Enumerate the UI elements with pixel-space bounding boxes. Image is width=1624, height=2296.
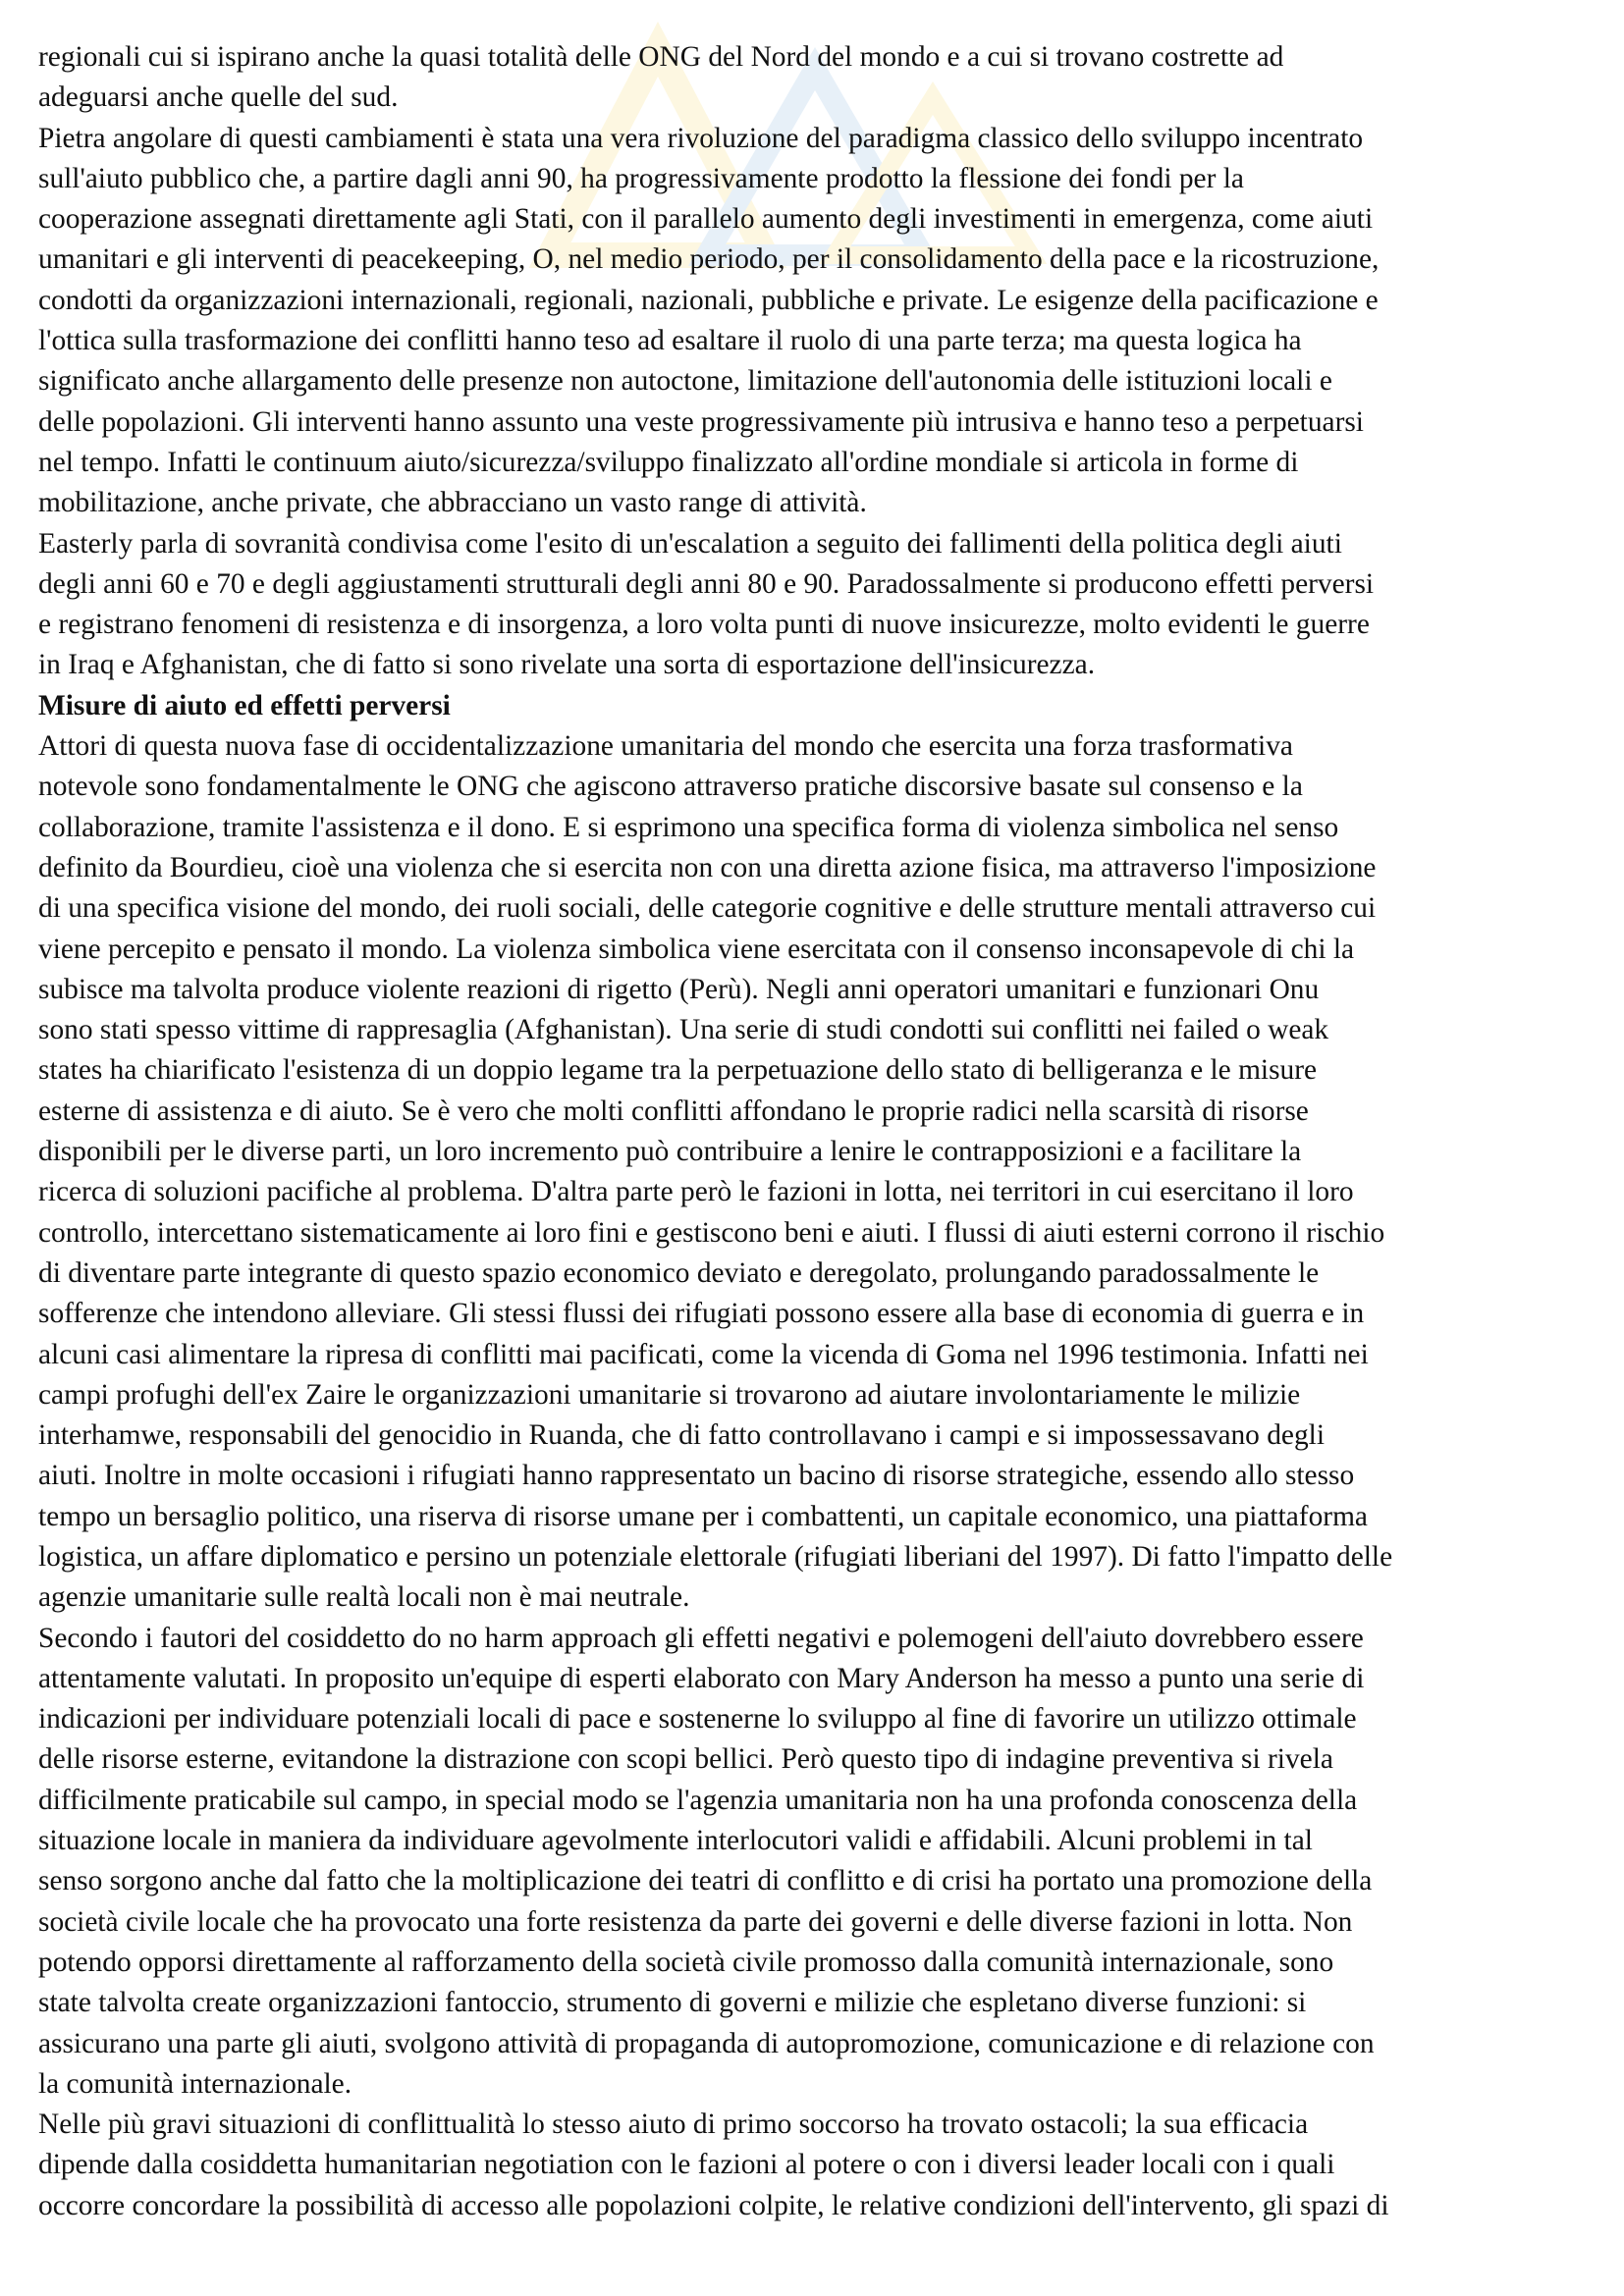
- text-line: ricerca di soluzioni pacifiche al problema. D'altra parte però le fazioni in lotta, nei territori in cui esercitano il loro: [38, 1176, 1354, 1208]
- text-line: tempo un bersaglio politico, una riserva di risorse umane per i combattenti, un capitale economico, una piattaforma: [38, 1500, 1368, 1532]
- text-line: regionali cui si ispirano anche la quasi totalità delle ONG del Nord del mondo e a cui si trovano costrette ad: [38, 41, 1284, 73]
- text-line: viene percepito e pensato il mondo. La violenza simbolica viene esercitata con il consenso inconsapevole di chi la: [38, 933, 1355, 965]
- text-line: definito da Bourdieu, cioè una violenza che si esercita non con una diretta azione fisica, ma attraverso l'imposizione: [38, 851, 1377, 883]
- text-line: condotti da organizzazioni internazionali, regionali, nazionali, pubbliche e private. Le esigenze della pacificazione e: [38, 284, 1379, 316]
- text-line: Nelle più gravi situazioni di conflittualità lo stesso aiuto di primo soccorso ha trovato ostacoli; la sua efficacia: [38, 2109, 1309, 2141]
- text-line: alcuni casi alimentare la ripresa di conflitti mai pacificati, come la vicenda di Goma nel 1996 testimonia. Infatti nei: [38, 1338, 1369, 1370]
- text-line: delle risorse esterne, evitandone la distrazione con scopi bellici. Però questo tipo di indagine preventiva si rivela: [38, 1743, 1333, 1776]
- text-line: e registrano fenomeni di resistenza e di insorgenza, a loro volta punti di nuove insicurezze, molto evidenti le guerre: [38, 609, 1370, 641]
- text-line: aiuti. Inoltre in molte occasioni i rifugiati hanno rappresentato un bacino di risorse strategiche, essendo allo stesso: [38, 1460, 1355, 1492]
- text-line: di diventare parte integrante di questo spazio economico deviato e deregolato, prolungando paradossalmente le: [38, 1256, 1320, 1289]
- section-heading: Misure di aiuto ed effetti perversi: [38, 689, 451, 721]
- text-line: nel tempo. Infatti le continuum aiuto/sicurezza/sviluppo finalizzato all'ordine mondiale si articola in forme di: [38, 446, 1299, 478]
- text-line: states ha chiarificato l'esistenza di un doppio legame tra la perpetuazione dello stato di belligeranza e le misure: [38, 1054, 1318, 1087]
- text-line: controllo, intercettano sistematicamente ai loro fini e gestiscono beni e aiuti. I flussi di aiuti esterni corrono il rischio: [38, 1216, 1385, 1249]
- text-line: in Iraq e Afghanistan, che di fatto si sono rivelate una sorta di esportazione dell'insicurezza.: [38, 649, 1096, 681]
- text-line: occorre concordare la possibilità di accesso alle popolazioni colpite, le relative condizioni dell'intervento, gli spazi di: [38, 2189, 1389, 2221]
- text-line: l'ottica sulla trasformazione dei conflitti hanno teso ad esaltare il ruolo di una parte terza; ma questa logica ha: [38, 325, 1302, 357]
- text-line: degli anni 60 e 70 e degli aggiustamenti strutturali degli anni 80 e 90. Paradossalmente si producono effetti perversi: [38, 567, 1375, 600]
- text-line: situazione locale in maniera da individuare agevolmente interlocutori validi e affidabili. Alcuni problemi in tal: [38, 1825, 1313, 1857]
- text-line: umanitari e gli interventi di peacekeeping, O, nel medio periodo, per il consolidamento della pace e la ricostruzione,: [38, 243, 1380, 276]
- text-line: agenzie umanitarie sulle realtà locali non è mai neutrale.: [38, 1581, 690, 1614]
- text-line: significato anche allargamento delle presenze non autoctone, limitazione dell'autonomia delle istituzioni locali e: [38, 365, 1332, 398]
- text-line: sofferenze che intendono alleviare. Gli stessi flussi dei rifugiati possono essere alla base di economia di guerra e in: [38, 1298, 1365, 1330]
- document-body: [38, 37, 1588, 2226]
- text-line: assicurano una parte gli aiuti, svolgono attività di propaganda di autopromozione, comunicazione e di relazione con: [38, 2027, 1375, 2059]
- text-line: campi profughi dell'ex Zaire le organizzazioni umanitarie si trovarono ad aiutare involontariamente le milizie: [38, 1378, 1301, 1411]
- text-line: difficilmente praticabile sul campo, in special modo se l'agenzia umanitaria non ha una profonda conoscenza della: [38, 1784, 1358, 1816]
- text-line: logistica, un affare diplomatico e persino un potenziale elettorale (rifugiati liberiani del 1997). Di fatto l'impatto delle: [38, 1540, 1393, 1573]
- text-line: collaborazione, tramite l'assistenza e il dono. E si esprimono una specifica forma di violenza simbolica nel senso: [38, 811, 1339, 843]
- text-line: state talvolta create organizzazioni fantoccio, strumento di governi e milizie che espletano diverse funzioni: si: [38, 1987, 1307, 2019]
- text-line: potendo opporsi direttamente al rafforzamento della società civile promosso dalla comunità internazionale, sono: [38, 1946, 1334, 1978]
- text-line: sull'aiuto pubblico che, a partire dagli anni 90, ha progressivamente prodotto la flessione dei fondi per la: [38, 162, 1244, 194]
- text-line: senso sorgono anche dal fatto che la moltiplicazione dei teatri di conflitto e di crisi ha portato una promozione della: [38, 1865, 1373, 1897]
- text-line: attentamente valutati. In proposito un'equipe di esperti elaborato con Mary Anderson ha messo a punto una serie di: [38, 1662, 1365, 1694]
- text-line: indicazioni per individuare potenziali locali di pace e sostenerne lo sviluppo al fine di favorire un utilizzo ottimale: [38, 1703, 1357, 1735]
- text-line: interhamwe, responsabili del genocidio in Ruanda, che di fatto controllavano i campi e si impossessavano degli: [38, 1419, 1325, 1452]
- text-line: società civile locale che ha provocato una forte resistenza da parte dei governi e delle diverse fazioni in lotta. Non: [38, 1905, 1353, 1938]
- text-line: cooperazione assegnati direttamente agli Stati, con il parallelo aumento degli investimenti in emergenza, come aiuti: [38, 203, 1374, 236]
- text-line: mobilitazione, anche private, che abbracciano un vasto range di attività.: [38, 487, 867, 519]
- text-line: Attori di questa nuova fase di occidentalizzazione umanitaria del mondo che esercita una forza trasformativa: [38, 730, 1293, 763]
- text-line: notevole sono fondamentalmente le ONG che agiscono attraverso pratiche discorsive basate sul consenso e la: [38, 771, 1303, 803]
- text-line: adeguarsi anche quelle del sud.: [38, 81, 399, 114]
- text-line: la comunità internazionale.: [38, 2067, 352, 2100]
- text-line: disponibili per le diverse parti, un loro incremento può contribuire a lenire le contrapposizioni e a facilitare la: [38, 1136, 1302, 1168]
- text-line: di una specifica visione del mondo, dei ruoli sociali, delle categorie cognitive e delle strutture mentali attraverso cui: [38, 892, 1377, 925]
- text-line: dipende dalla cosiddetta humanitarian negotiation con le fazioni al potere o con i diversi leader locali con i quali: [38, 2149, 1335, 2181]
- text-line: subisce ma talvolta produce violente reazioni di rigetto (Perù). Negli anni operatori umanitari e funzionari Onu: [38, 973, 1320, 1005]
- text-line: Pietra angolare di questi cambiamenti è stata una vera rivoluzione del paradigma classico dello sviluppo incentrato: [38, 122, 1364, 154]
- text-line: delle popolazioni. Gli interventi hanno assunto una veste progressivamente più intrusiva e hanno teso a perpetuarsi: [38, 405, 1364, 438]
- text-line: esterne di assistenza e di aiuto. Se è vero che molti conflitti affondano le proprie radici nella scarsità di risorse: [38, 1095, 1309, 1127]
- text-line: sono stati spesso vittime di rappresaglia (Afghanistan). Una serie di studi condotti sui conflitti nei failed o weak: [38, 1014, 1329, 1046]
- text-line: Easterly parla di sovranità condivisa come l'esito di un'escalation a seguito dei fallimenti della politica degli aiuti: [38, 527, 1342, 560]
- text-line: Secondo i fautori del cosiddetto do no harm approach gli effetti negativi e polemogeni dell'aiuto dovrebbero essere: [38, 1622, 1364, 1654]
